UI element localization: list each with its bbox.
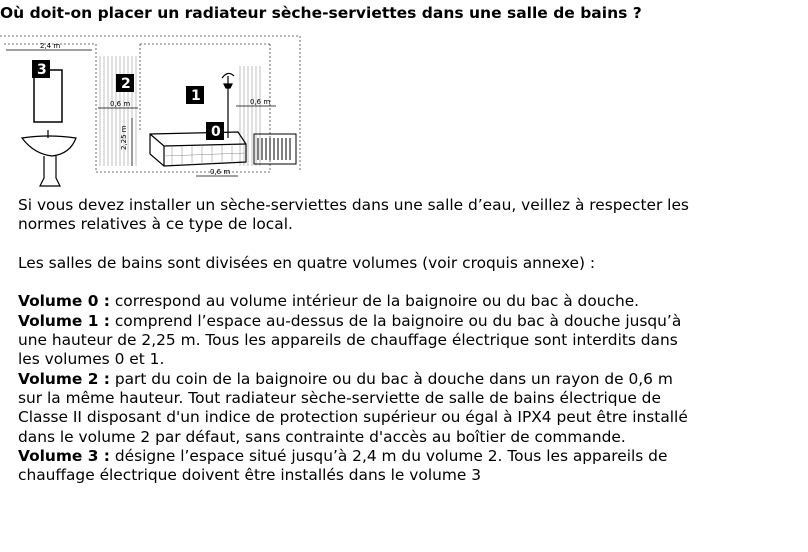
volume-2-text: Classe II disposant d'un indice de protection supérieur ou égal à IPX4 peut être installé <box>18 408 688 427</box>
zone-0-number: 0 <box>211 124 221 140</box>
dim-bottom-label: 0,6 m <box>210 168 231 176</box>
dim-height-label: 2,25 m <box>120 125 128 150</box>
zone-2-number: 2 <box>121 76 131 92</box>
volume-2-text: part du coin de la baignoire ou du bac à douche dans un rayon de 0,6 m <box>114 369 673 388</box>
zone-3-number: 3 <box>37 62 47 78</box>
washbasin <box>22 130 76 186</box>
zone-1-number: 1 <box>191 88 201 104</box>
volume-3-text: désigne l’espace situé jusqu’à 2,4 m du volume 2. Tous les appareils de <box>114 446 668 465</box>
article-body <box>18 196 808 485</box>
intro-line: normes relatives à ce type de local. <box>18 215 293 234</box>
dim-zone2-label: 0,6 m <box>110 100 131 108</box>
volume-2-paragraph <box>18 370 808 389</box>
volume-1-label: Volume 1 : <box>18 311 110 330</box>
volume-3-text: chauffage électrique doivent être installés dans le volume 3 <box>18 466 481 485</box>
volume-3-label: Volume 3 : <box>18 446 110 465</box>
volume-0-label: Volume 0 : <box>18 292 110 311</box>
volume-0-paragraph <box>18 292 808 311</box>
volume-0-text: correspond au volume intérieur de la baignoire ou du bac à douche. <box>114 292 640 311</box>
volume-1-paragraph <box>18 312 808 331</box>
volume-3-paragraph <box>18 447 808 466</box>
bathtub <box>150 132 246 166</box>
volume-1-text: les volumes 0 et 1. <box>18 350 165 369</box>
page-title: Où doit-on placer un radiateur sèche-serviettes dans une salle de bains ? <box>0 4 642 22</box>
bathroom-zones-diagram <box>0 26 310 192</box>
volume-1-text: une hauteur de 2,25 m. Tous les appareils de chauffage électrique sont interdits dans <box>18 331 678 350</box>
dim-width-label: 2,4 m <box>40 42 61 50</box>
intro-line: Si vous devez installer un sèche-serviettes dans une salle d’eau, veillez à respecter les <box>18 196 689 214</box>
volume-2-text: dans le volume 2 par défaut, sans contrainte d'accès au boîtier de commande. <box>18 427 626 446</box>
volume-2-label: Volume 2 : <box>18 369 110 388</box>
volume-1-text: comprend l’espace au-dessus de la baignoire ou du bac à douche jusqu’à <box>114 311 682 330</box>
dim-right-label: 0,6 m <box>250 98 271 106</box>
volume-2-text: sur la même hauteur. Tout radiateur sèche-serviette de salle de bains électrique de <box>18 388 661 407</box>
bathtub-tiles <box>164 144 246 165</box>
intro-line: Les salles de bains sont divisées en quatre volumes (voir croquis annexe) : <box>18 253 596 272</box>
